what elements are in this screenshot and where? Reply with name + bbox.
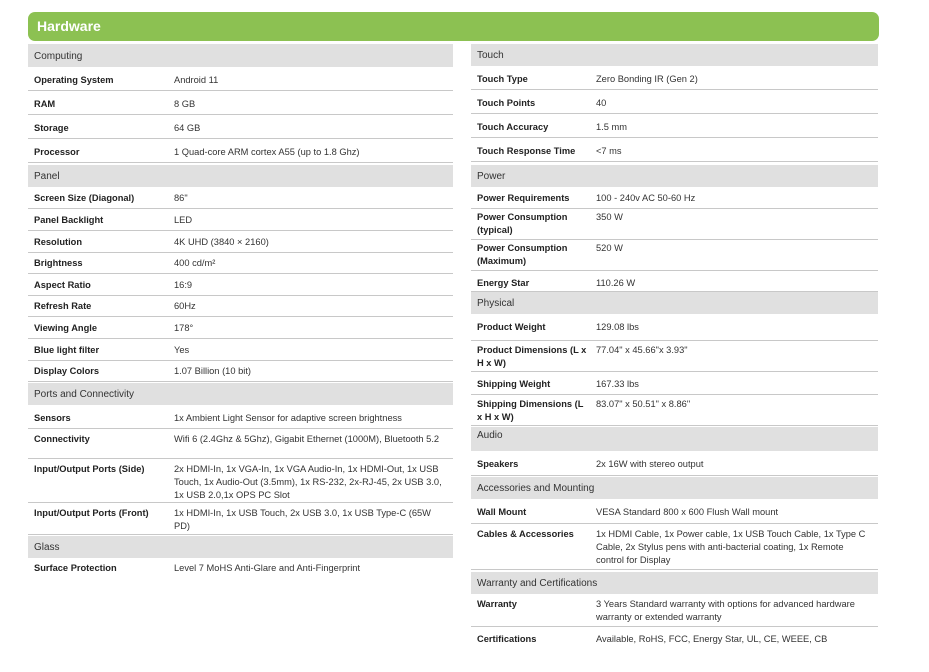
spec-row-power-consumption-maximum (471, 241, 878, 271)
spec-value: 178° (174, 323, 194, 333)
spec-value: Yes (174, 345, 190, 355)
spec-row-touch-type (471, 67, 878, 90)
spec-value: Android 11 (174, 75, 219, 85)
spec-row-touch-response-time (471, 139, 878, 162)
spec-value: 2x HDMI-In, 1x VGA-In, 1x VGA Audio-In, 1x HDMI-Out, 1x USB Touch, 1x Audio-Out (3.5mm), 1x RS-232, 2x-RJ-45, 2x USB 3.0, 1x USB 2.0,1x OPS PC Slot (174, 464, 442, 500)
section-header-glass: Glass (28, 536, 453, 558)
spec-value: 3 Years Standard warranty with options for advanced hardware warranty or extended warranty (596, 599, 855, 622)
spec-value: 77.04" x 45.66"x 3.93" (596, 345, 688, 355)
spec-value: 167.33 lbs (596, 379, 639, 389)
spec-value: 86" (174, 193, 188, 203)
spec-value: VESA Standard 800 x 600 Flush Wall mount (596, 507, 779, 517)
spec-row-screen-size-diagonal (28, 188, 453, 209)
spec-label: Aspect Ratio (34, 280, 91, 290)
spec-label: Wall Mount (477, 507, 527, 517)
spec-label: Blue light filter (34, 345, 100, 355)
spec-row-ram (28, 92, 453, 115)
spec-value: 1.5 mm (596, 122, 627, 132)
spec-label: Refresh Rate (34, 301, 92, 311)
spec-label: Certifications (477, 634, 537, 644)
spec-value: 64 GB (174, 123, 201, 133)
spec-value: 129.08 lbs (596, 322, 639, 332)
spec-row-certifications (471, 628, 878, 650)
spec-label: Speakers (477, 459, 519, 469)
spec-label: Product Dimensions (L x H x W) (477, 345, 587, 368)
spec-row-warranty (471, 595, 878, 627)
spec-value: LED (174, 215, 193, 225)
spec-value: 1.07 Billion (10 bit) (174, 366, 251, 376)
spec-value: Zero Bonding IR (Gen 2) (596, 74, 698, 84)
spec-value: 40 (596, 98, 607, 108)
section-header-audio: Audio (471, 427, 878, 451)
spec-label: Operating System (34, 75, 114, 85)
spec-label: Product Weight (477, 322, 546, 332)
spec-value: 2x 16W with stereo output (596, 459, 704, 469)
section-header-accessories-and-mounting: Accessories and Mounting (471, 477, 878, 499)
spec-row-resolution (28, 232, 453, 253)
section-header-power: Power (471, 165, 878, 187)
spec-value: 4K UHD (3840 × 2160) (174, 237, 269, 247)
spec-label: Screen Size (Diagonal) (34, 193, 135, 203)
spec-value: 1x Ambient Light Sensor for adaptive screen brightness (174, 413, 402, 423)
spec-row-panel-backlight (28, 210, 453, 231)
spec-value: Available, RoHS, FCC, Energy Star, UL, CE, WEEE, CB (596, 634, 828, 644)
spec-row-speakers (471, 452, 878, 476)
spec-value: 83.07" x 50.51" x 8.86" (596, 399, 691, 409)
spec-value: 400 cd/m² (174, 258, 216, 268)
spec-row-product-weight (471, 315, 878, 341)
section-header-touch: Touch (471, 44, 878, 66)
spec-row-sensors (28, 406, 453, 429)
spec-value: 350 W (596, 212, 623, 222)
spec-row-blue-light-filter (28, 340, 453, 361)
spec-row-surface-protection (28, 559, 453, 579)
spec-label: Display Colors (34, 366, 100, 376)
spec-row-cables-accessories (471, 525, 878, 570)
spec-row-input-output-ports-side (28, 460, 453, 503)
spec-row-operating-system (28, 68, 453, 91)
spec-value: 1x HDMI-In, 1x USB Touch, 2x USB 3.0, 1x USB Type-C (65W PD) (174, 508, 431, 531)
section-header-computing: Computing (28, 44, 453, 67)
spec-row-energy-star (471, 272, 878, 292)
spec-row-input-output-ports-front (28, 504, 453, 535)
spec-value: 8 GB (174, 99, 196, 109)
section-header-warranty-and-certifications: Warranty and Certifications (471, 572, 878, 594)
spec-label: Viewing Angle (34, 323, 98, 333)
spec-row-wall-mount (471, 500, 878, 524)
spec-label: Touch Response Time (477, 146, 576, 156)
spec-value: Wifi 6 (2.4Ghz & 5Ghz), Gigabit Ethernet (1000M), Bluetooth 5.2 (174, 434, 440, 444)
spec-value: <7 ms (596, 146, 622, 156)
spec-label: RAM (34, 99, 56, 109)
spec-label: Power Consumption (Maximum) (477, 243, 568, 266)
spec-row-processor (28, 140, 453, 163)
spec-label: Power Requirements (477, 193, 570, 203)
spec-label: Energy Star (477, 278, 530, 288)
spec-row-power-consumption-typical (471, 210, 878, 240)
spec-label: Shipping Dimensions (L x H x W) (477, 399, 584, 422)
spec-label: Brightness (34, 258, 83, 268)
spec-label: Storage (34, 123, 69, 133)
spec-row-power-requirements (471, 188, 878, 209)
spec-value: Level 7 MoHS Anti-Glare and Anti-Fingerprint (174, 563, 361, 573)
spec-value: 1 Quad-core ARM cortex A55 (up to 1.8 Ghz) (174, 147, 360, 157)
spec-row-shipping-dimensions-l-x-h-x-w (471, 396, 878, 426)
spec-label: Resolution (34, 237, 83, 247)
spec-label: Touch Type (477, 74, 528, 84)
page-title: Hardware (37, 18, 101, 34)
spec-label: Touch Accuracy (477, 122, 549, 132)
spec-row-storage (28, 116, 453, 139)
section-header-ports-and-connectivity: Ports and Connectivity (28, 383, 453, 405)
spec-label: Input/Output Ports (Side) (34, 464, 145, 474)
spec-label: Input/Output Ports (Front) (34, 508, 149, 518)
spec-label: Cables & Accessories (477, 529, 574, 539)
spec-row-viewing-angle (28, 318, 453, 339)
spec-value: 1x HDMI Cable, 1x Power cable, 1x USB Touch Cable, 1x Type C Cable, 2x Stylus pens with anti-bacterial coating, 1x Remote control for Display (596, 529, 866, 565)
spec-value: 60Hz (174, 301, 196, 311)
spec-label: Surface Protection (34, 563, 117, 573)
spec-row-connectivity (28, 430, 453, 459)
spec-value: 16:9 (174, 280, 193, 290)
spec-label: Power Consumption (typical) (477, 212, 568, 235)
spec-label: Touch Points (477, 98, 536, 108)
spec-row-refresh-rate (28, 296, 453, 317)
spec-row-touch-accuracy (471, 115, 878, 138)
spec-label: Connectivity (34, 434, 90, 444)
spec-value: 520 W (596, 243, 623, 253)
section-header-physical: Physical (471, 292, 878, 314)
spec-label: Warranty (477, 599, 517, 609)
spec-row-touch-points (471, 91, 878, 114)
spec-row-display-colors (28, 361, 453, 382)
hardware-banner (28, 12, 879, 41)
spec-row-shipping-weight (471, 373, 878, 395)
spec-value: 100 - 240v AC 50-60 Hz (596, 193, 696, 203)
spec-label: Processor (34, 147, 80, 157)
spec-row-aspect-ratio (28, 275, 453, 296)
spec-label: Panel Backlight (34, 215, 104, 225)
spec-row-brightness (28, 253, 453, 274)
spec-row-product-dimensions-l-x-h-x-w (471, 342, 878, 372)
spec-label: Sensors (34, 413, 71, 423)
spec-label: Shipping Weight (477, 379, 551, 389)
spec-value: 110.26 W (596, 278, 636, 288)
section-header-panel: Panel (28, 165, 453, 187)
